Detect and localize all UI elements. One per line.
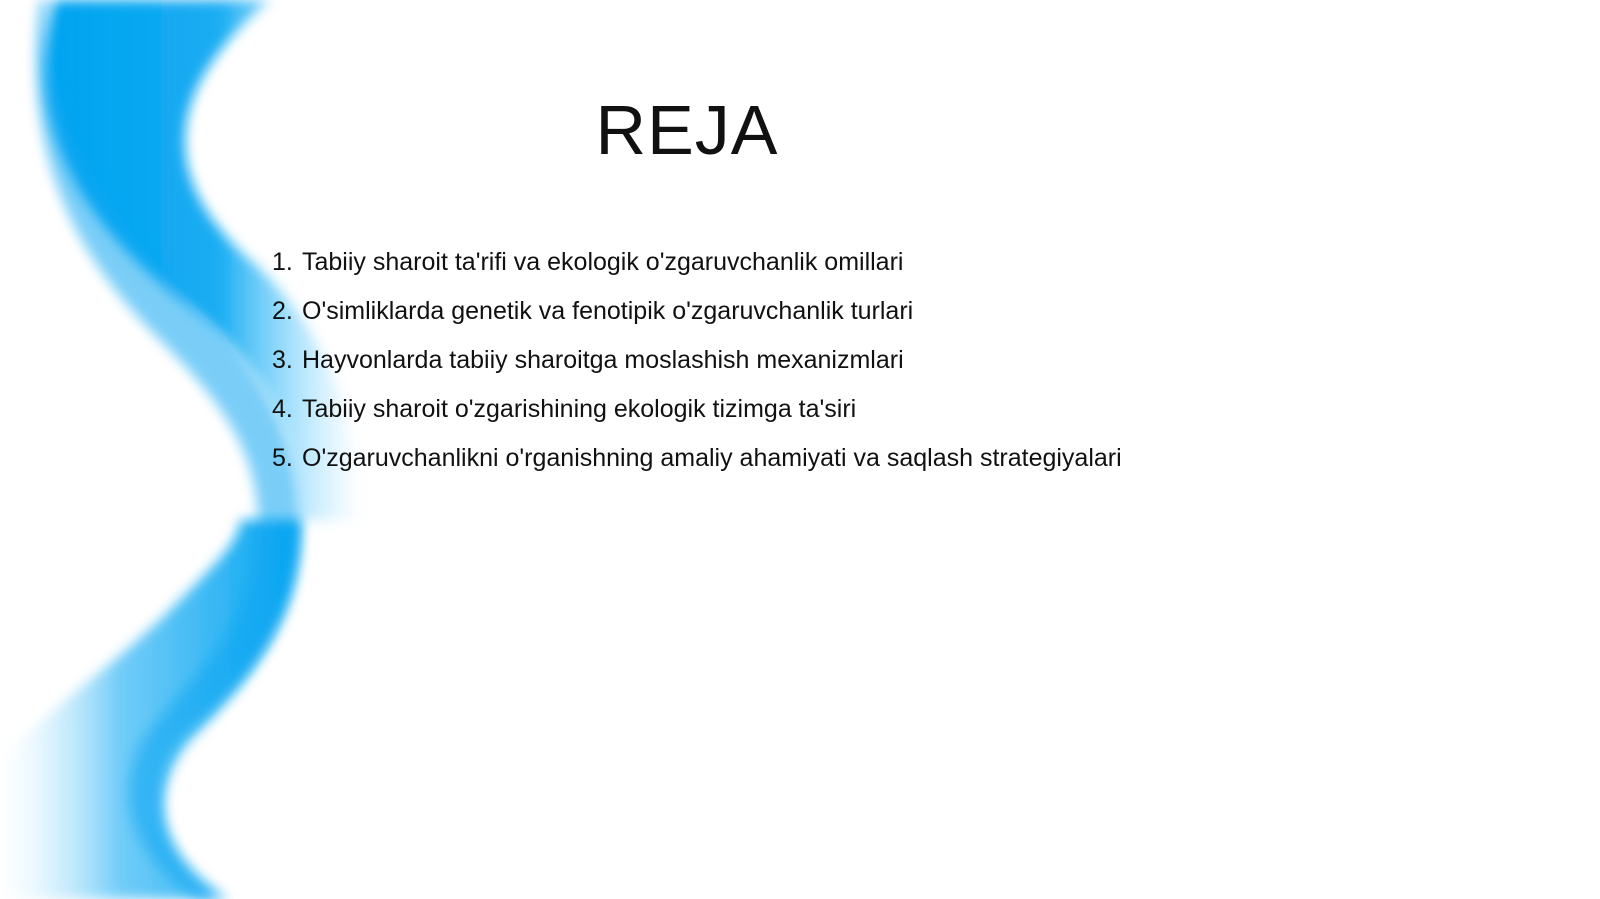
list-item-text: Tabiiy sharoit o'zgarishining ekologik tizimga ta'siri (302, 395, 857, 423)
slide-title: REJA (595, 91, 779, 169)
list-item (272, 238, 1122, 287)
list-item-text: O'simliklarda genetik va fenotipik o'zgaruvchanlik turlari (302, 297, 914, 325)
list-item (272, 385, 1122, 434)
list-item-number: 2. (272, 297, 293, 325)
list-item-number: 3. (272, 346, 293, 374)
list-item-text: Hayvonlarda tabiiy sharoitga moslashish mexanizmlari (302, 346, 904, 374)
list-item-text: O'zgaruvchanlikni o'rganishning amaliy ahamiyati va saqlash strategiyalari (302, 444, 1122, 472)
list-item (272, 287, 1122, 336)
list-item-number: 1. (272, 248, 293, 276)
list-item (272, 336, 1122, 385)
list-item-number: 4. (272, 395, 293, 423)
plan-list (272, 238, 1122, 483)
list-item (272, 434, 1122, 483)
list-item-number: 5. (272, 444, 293, 472)
list-item-text: Tabiiy sharoit ta'rifi va ekologik o'zgaruvchanlik omillari (302, 248, 904, 276)
